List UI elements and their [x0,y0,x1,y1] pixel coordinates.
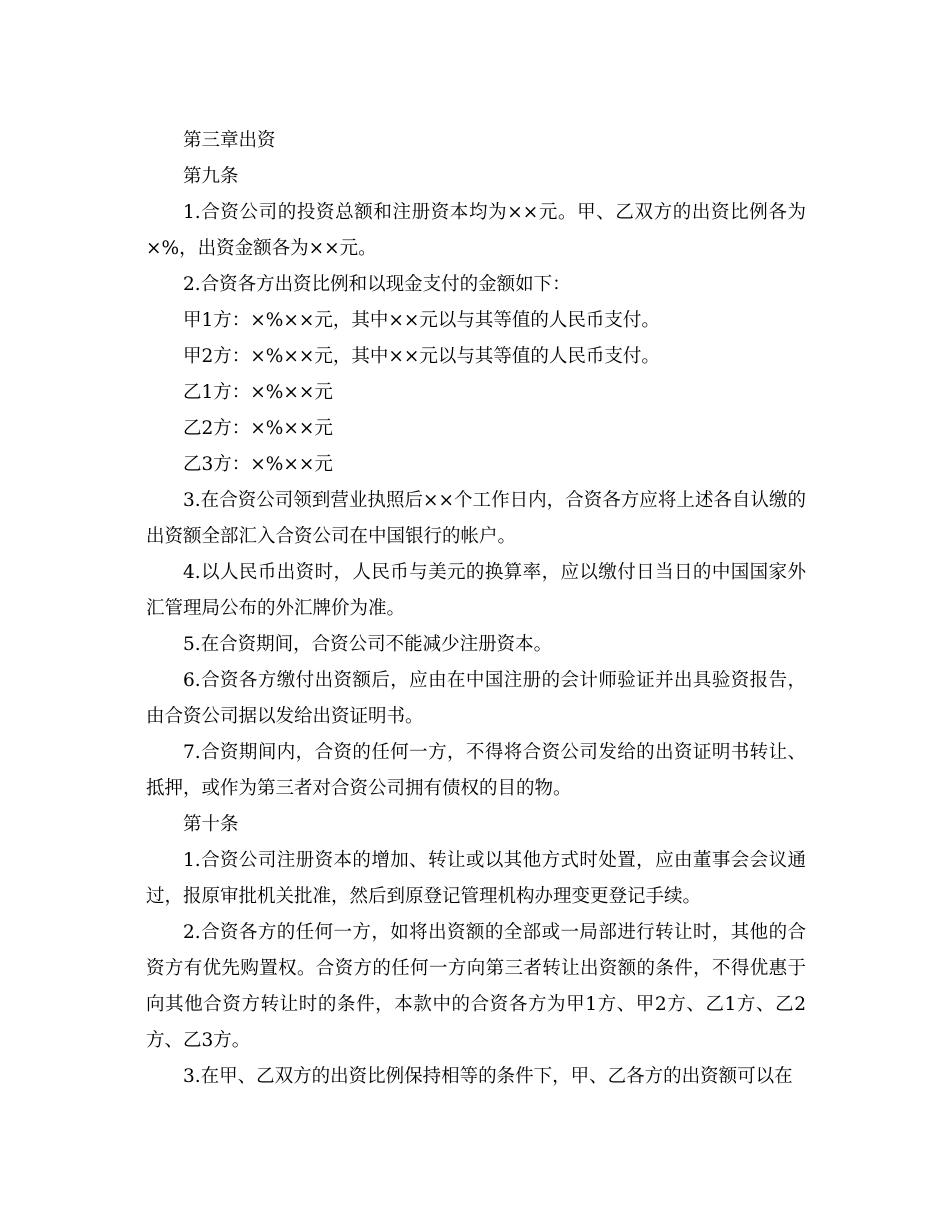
party-yi-2-line: 乙2方：×%××元 [183,418,333,439]
article-9-clause-2: 2.合资各方出资比例和以现金支付的金额如下： [183,274,571,295]
party-yi-3-line: 乙3方：×%××元 [183,454,333,475]
article-10-clause-3: 3.在甲、乙双方的出资比例保持相等的条件下，甲、乙各方的出资额可以在 [183,1066,793,1087]
article-heading-9: 第九条 [183,166,239,187]
article-9-clause-4: 4.以人民币出资时，人民币与美元的换算率，应以缴付日当日的中国国家外汇管理局公布的外汇牌价为准。 [146,562,806,619]
article-9-clause-6: 6.合资各方缴付出资额后，应由在中国注册的会计师验证并出具验资报告，由合资公司据以发给出资证明书。 [146,670,806,727]
article-10-clause-2: 2.合资各方的任何一方，如将出资额的全部或一局部进行转让时，其他的合资方有优先购置权。合资方的任何一方向第三者转让出资额的条件，不得优惠于向其他合资方转让时的条件，本款中的合资各方为甲1方、甲2方、乙1方、乙2方、乙3方。 [146,922,806,1051]
article-heading-10: 第十条 [183,814,239,835]
party-yi-1-line: 乙1方：×%××元 [183,382,333,403]
party-jia-2-line: 甲2方：×%××元，其中××元以与其等值的人民币支付。 [183,346,660,367]
party-jia-1-line: 甲1方：×%××元，其中××元以与其等值的人民币支付。 [183,310,660,331]
article-9-clause-3: 3.在合资公司领到营业执照后××个工作日内，合资各方应将上述各自认缴的出资额全部汇入合资公司在中国银行的帐户。 [146,490,806,547]
article-9-clause-5: 5.在合资期间，合资公司不能减少注册资本。 [183,634,553,655]
document-body [146,123,806,1095]
article-9-clause-7: 7.合资期间内，合资的任何一方，不得将合资公司发给的出资证明书转让、抵押，或作为第三者对合资公司拥有债权的目的物。 [146,742,806,799]
article-10-clause-1: 1.合资公司注册资本的增加、转让或以其他方式时处置，应由董事会会议通过，报原审批机关批准，然后到原登记管理机构办理变更登记手续。 [146,850,806,907]
chapter-heading: 第三章出资 [183,130,276,151]
article-9-clause-1: 1.合资公司的投资总额和注册资本均为××元。甲、乙双方的出资比例各为×%，出资金额各为××元。 [146,202,806,259]
